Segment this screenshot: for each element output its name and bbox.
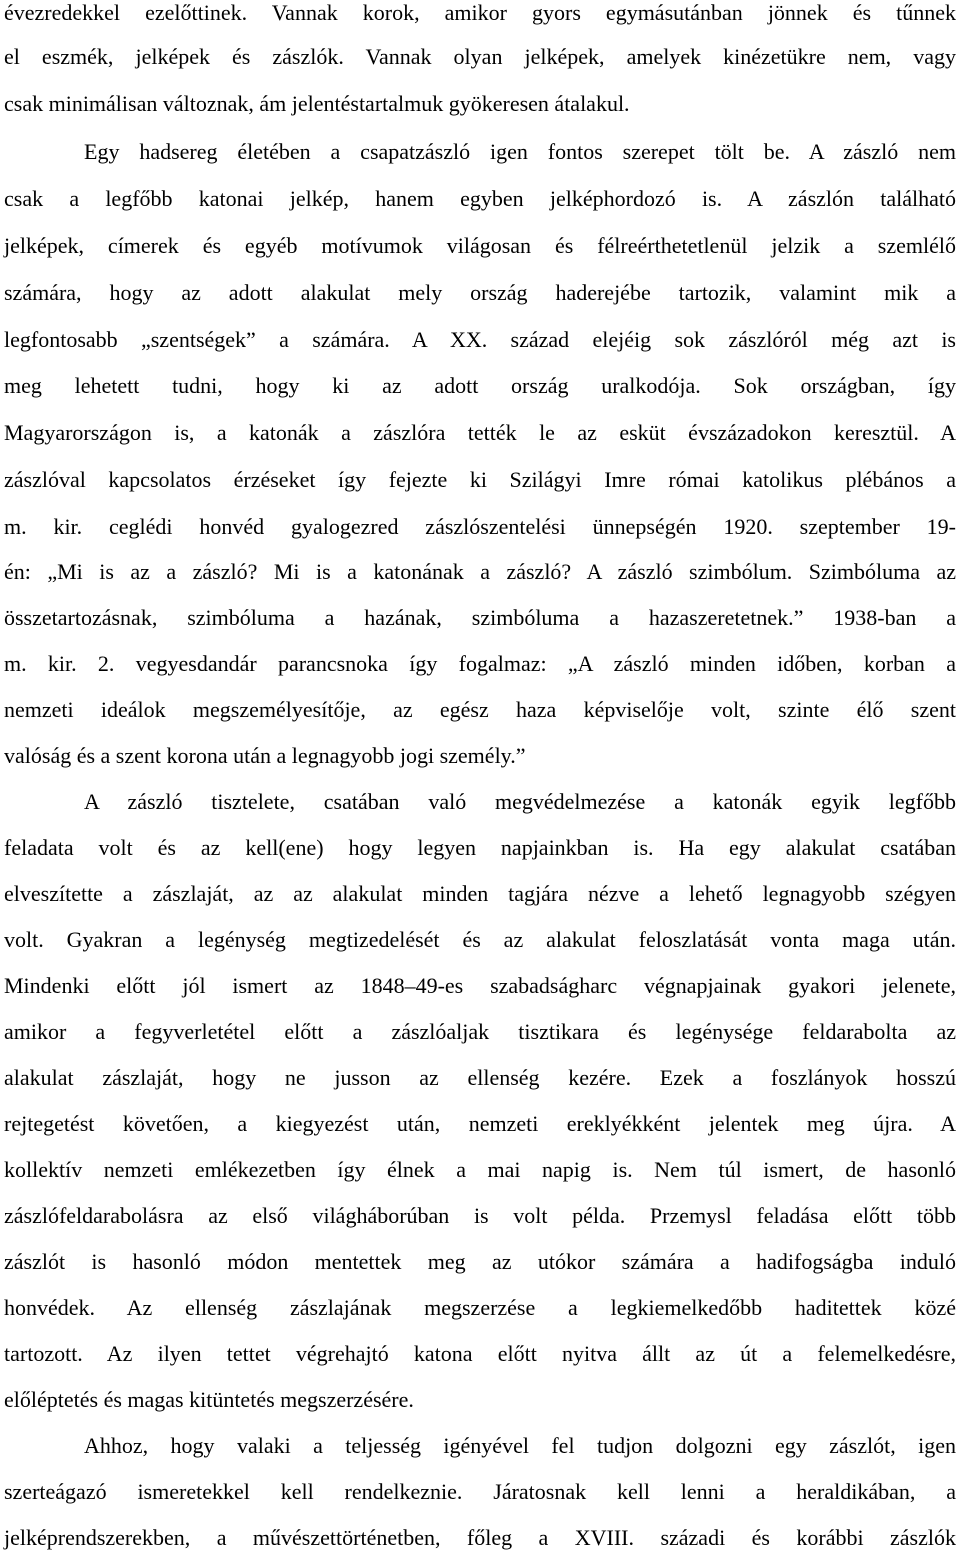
text-line: Magyarországon is, a katonák a zászlóra tették le az esküt évszázadokon keresztül. A	[4, 420, 956, 445]
text-line: m. kir. 2. vegyesdandár parancsnoka így fogalmaz: „A zászló minden időben, korban a	[4, 651, 956, 676]
text-line: alakulat zászlaját, hogy ne jusson az ellenség kezére. Ezek a foszlányok hosszú	[4, 1065, 956, 1090]
text-line: valóság és a szent korona után a legnagyobb jogi személy.”	[4, 743, 526, 768]
text-line: csak minimálisan változnak, ám jelentéstartalmuk gyökeresen átalakul.	[4, 91, 630, 116]
text-line: zászlóval kapcsolatos érzéseket így fejezte ki Szilágyi Imre római katolikus plébános a	[4, 467, 956, 492]
text-line: kollektív nemzeti emlékezetben így élnek a mai napig is. Nem túl ismert, de hasonló	[4, 1157, 956, 1182]
paragraph-first-line: Ahhoz, hogy valaki a teljesség igényével fel tudjon dolgozni egy zászlót, igen	[84, 1433, 956, 1458]
text-line: elveszítette a zászlaját, az az alakulat minden tagjára nézve a lehető legnagyobb szégyen	[4, 881, 956, 906]
text-line: legfontosabb „szentségek” a számára. A XX. század elejéig sok zászlóról még azt is	[4, 327, 956, 352]
text-line: zászlófeldarabolásra az első világháborúban is volt példa. Przemysl feladása előtt több	[4, 1203, 956, 1228]
text-line: honvédek. Az ellenség zászlajának megszerzése a legkiemelkedőbb haditettek közé	[4, 1295, 956, 1320]
text-line: volt. Gyakran a legénység megtizedelését és az alakulat feloszlatását vonta maga után.	[4, 927, 956, 952]
paragraph-first-line: A zászló tisztelete, csatában való megvédelmezése a katonák egyik legfőbb	[84, 789, 956, 814]
text-line: feladata volt és az kell(ene) hogy legyen napjainkban is. Ha egy alakulat csatában	[4, 835, 956, 860]
text-line: jelképrendszerekben, a művészettörténetben, főleg a XVIII. századi és korábbi zászlók	[4, 1525, 956, 1550]
text-line: nemzeti ideálok megszemélyesítője, az egész haza képviselője volt, szinte élő szent	[4, 697, 956, 722]
text-line: összetartozásnak, szimbóluma a hazának, szimbóluma a hazaszeretetnek.” 1938-ban a	[4, 605, 956, 630]
paragraph-first-line: Egy hadsereg életében a csapatzászló igen fontos szerepet tölt be. A zászló nem	[84, 139, 956, 164]
text-line: amikor a fegyverletétel előtt a zászlóaljak tisztikara és legénysége feldarabolta az	[4, 1019, 956, 1044]
text-line: csak a legfőbb katonai jelkép, hanem egyben jelképhordozó is. A zászlón található	[4, 186, 956, 211]
text-line: én: „Mi is az a zászló? Mi is a katonának a zászló? A zászló szimbólum. Szimbóluma az	[4, 559, 956, 584]
text-line: m. kir. ceglédi honvéd gyalogezred zászlószentelési ünnepségén 1920. szeptember 19-	[4, 514, 956, 539]
text-line: tartozott. Az ilyen tettet végrehajtó katona előtt nyitva állt az út a felemelkedésre,	[4, 1341, 956, 1366]
text-line: számára, hogy az adott alakulat mely ország haderejébe tartozik, valamint mik a	[4, 280, 956, 305]
text-line: el eszmék, jelképek és zászlók. Vannak olyan jelképek, amelyek kinézetükre nem, vagy	[4, 44, 956, 69]
text-line: Mindenki előtt jól ismert az 1848–49-es szabadságharc végnapjainak gyakori jelenete,	[4, 973, 956, 998]
text-line: jelképek, címerek és egyéb motívumok világosan és félreérthetetlenül jelzik a szemlélő	[4, 233, 956, 258]
text-line: előléptetés és magas kitüntetés megszerzésére.	[4, 1387, 414, 1412]
text-line: évezredekkel ezelőttinek. Vannak korok, amikor gyors egymásutánban jönnek és tűnnek	[4, 0, 956, 25]
text-line: zászlót is hasonló módon mentettek meg az utókor számára a hadifogságba induló	[4, 1249, 956, 1274]
text-line: rejtegetést követően, a kiegyezést után, nemzeti ereklyékként jelentek meg újra. A	[4, 1111, 956, 1136]
text-line: szerteágazó ismeretekkel kell rendelkeznie. Járatosnak kell lenni a heraldikában, a	[4, 1479, 956, 1504]
text-line: meg lehetett tudni, hogy ki az adott ország uralkodója. Sok országban, így	[4, 373, 956, 398]
